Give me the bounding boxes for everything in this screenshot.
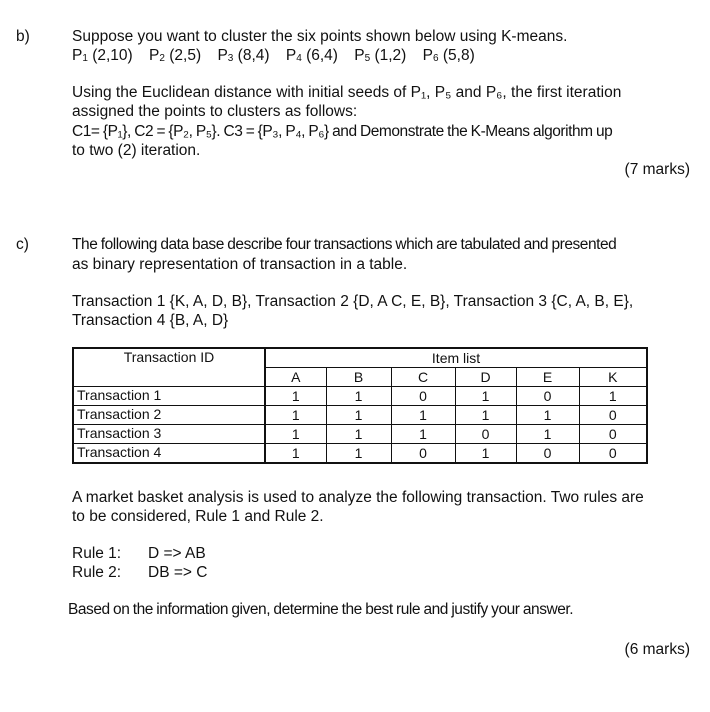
table-cell: 0 <box>391 387 455 406</box>
table-cell: 0 <box>391 444 455 464</box>
rule-2-name: Rule 2: <box>72 564 122 581</box>
part-c-label: c) <box>16 236 29 253</box>
column-header: D <box>455 368 516 387</box>
table-cell: 1 <box>326 387 391 406</box>
table-cell: 1 <box>326 406 391 425</box>
rule-2-expression: DB => C <box>148 564 208 581</box>
transaction-table <box>72 347 648 464</box>
transaction-id-cell: Transaction 1 <box>73 387 265 406</box>
column-header: K <box>579 368 647 387</box>
table-row <box>73 406 647 425</box>
part-b-label: b) <box>16 28 30 45</box>
kmeans-line-3: C1= {P₁}, C2 = {P₂, P₅}. C3 = {P₃, P₄, P₆} and Demonstrate the K-Means algorithm up <box>72 123 613 140</box>
point-2: $P_2$ (2,5) <box>149 47 202 64</box>
table-cell: 0 <box>579 444 647 464</box>
table-cell: 1 <box>455 406 516 425</box>
table-cell: 0 <box>579 425 647 444</box>
table-row <box>73 444 647 464</box>
points-list <box>72 46 692 68</box>
rule-1 <box>72 544 692 563</box>
table-cell: 1 <box>326 444 391 464</box>
column-header: A <box>265 368 326 387</box>
table-row <box>73 425 647 444</box>
rule-1-expression: D => AB <box>148 545 206 562</box>
table-cell: 1 <box>265 387 326 406</box>
transactions-line-1: Transaction 1 {K, A, D, B}, Transaction 2 {D, A C, E, B}, Transaction 3 {C, A, B, E}, <box>72 293 634 310</box>
table-cell: 1 <box>265 406 326 425</box>
basket-line-1: A market basket analysis is used to analyze the following transaction. Two rules are <box>72 489 644 506</box>
column-header: B <box>326 368 391 387</box>
table-cell: 1 <box>265 425 326 444</box>
part-c-marks: (6 marks) <box>624 641 690 658</box>
table-cell: 1 <box>391 425 455 444</box>
point-6: $P_6$ (5,8) <box>422 47 475 64</box>
part-b-marks: (7 marks) <box>624 161 690 178</box>
point-5: $P_5$ (1,2) <box>354 47 407 64</box>
point-1: $P_1$ (2,10) <box>72 47 133 64</box>
table-cell: 1 <box>265 444 326 464</box>
item-list-header: Item list <box>265 348 647 368</box>
table-cell: 0 <box>516 444 579 464</box>
table-cell: 0 <box>579 406 647 425</box>
part-c-intro-1: The following data base describe four transactions which are tabulated and presented <box>72 236 617 253</box>
point-4: $P_4$ (6,4) <box>285 47 338 64</box>
table-cell: 1 <box>516 425 579 444</box>
table-cell: 0 <box>455 425 516 444</box>
transactions-line-2: Transaction 4 {B, A, D} <box>72 312 229 329</box>
kmeans-line-1: Using the Euclidean distance with initial seeds of P₁, P₅ and P₆, the first iteration <box>72 84 622 101</box>
kmeans-line-2: assigned the points to clusters as follows: <box>72 103 358 120</box>
question-text: Based on the information given, determine the best rule and justify your answer. <box>68 601 574 618</box>
table-cell: 1 <box>455 387 516 406</box>
table-cell: 1 <box>579 387 647 406</box>
table-cell: 1 <box>326 425 391 444</box>
part-c-intro-2: as binary representation of transaction in a table. <box>72 256 408 273</box>
transaction-id-cell: Transaction 2 <box>73 406 265 425</box>
table-cell: 0 <box>516 387 579 406</box>
table-row <box>73 387 647 406</box>
basket-line-2: to be considered, Rule 1 and Rule 2. <box>72 508 324 525</box>
transaction-id-cell: Transaction 4 <box>73 444 265 464</box>
transaction-id-header: Transaction ID <box>73 348 265 387</box>
column-header: C <box>391 368 455 387</box>
transaction-id-cell: Transaction 3 <box>73 425 265 444</box>
table-cell: 1 <box>516 406 579 425</box>
part-b-intro: Suppose you want to cluster the six points shown below using K-means. <box>72 28 568 45</box>
rule-2 <box>72 563 692 582</box>
table-cell: 1 <box>391 406 455 425</box>
rule-1-name: Rule 1: <box>72 545 122 562</box>
point-3: $P_3$ (8,4) <box>217 47 270 64</box>
kmeans-line-4: to two (2) iteration. <box>72 142 201 159</box>
column-header: E <box>516 368 579 387</box>
table-cell: 1 <box>455 444 516 464</box>
table-header-row <box>73 348 647 368</box>
